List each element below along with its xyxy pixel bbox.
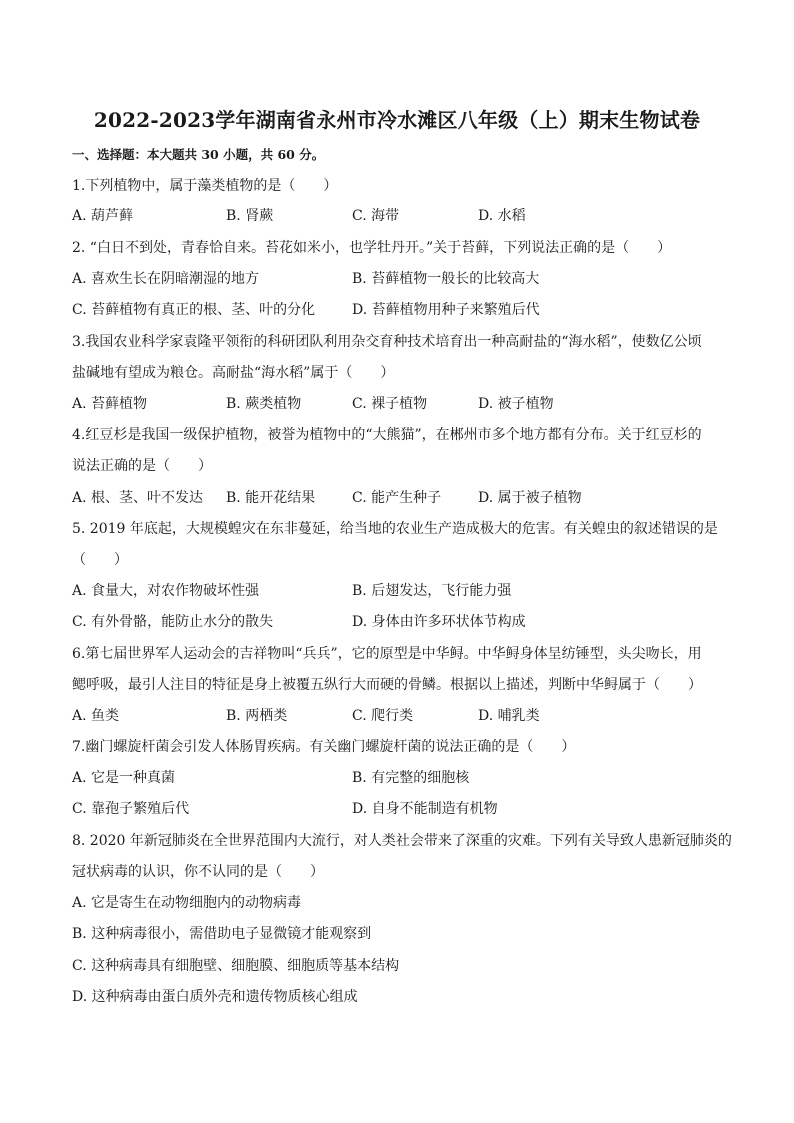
question-3-stem-line-2: 盐碱地有望成为粮仓。高耐盐“海水稻”属于（ ） xyxy=(72,365,395,381)
question-8-stem-line-2: 冠状病毒的认识，你不认同的是（ ） xyxy=(72,864,324,880)
question-4-option-b: B. 能开花结果 xyxy=(226,490,316,506)
question-4-option-d: D. 属于被子植物 xyxy=(478,490,582,506)
question-7-option-a: A. 它是一种真菌 xyxy=(72,770,176,786)
question-5-option-d: D. 身体由许多环状体节构成 xyxy=(352,614,526,630)
question-1-option-a: A. 葫芦藓 xyxy=(72,208,134,224)
question-8-option-b: B. 这种病毒很小，需借助电子显微镜才能观察到 xyxy=(72,926,372,942)
question-8-option-d: D. 这种病毒由蛋白质外壳和遗传物质核心组成 xyxy=(72,989,358,1005)
question-2-option-c: C. 苔藓植物有真正的根、茎、叶的分化 xyxy=(72,302,316,318)
question-1-option-c: C. 海带 xyxy=(352,208,400,224)
question-6-option-c: C. 爬行类 xyxy=(352,708,414,724)
question-5-option-c: C. 有外骨骼，能防止水分的散失 xyxy=(72,614,274,630)
question-5-option-b: B. 后翅发达，飞行能力强 xyxy=(352,583,512,599)
question-8-option-a: A. 它是寄生在动物细胞内的动物病毒 xyxy=(72,895,302,911)
section-heading: 一、选择题：本大题共 30 小题，共 60 分。 xyxy=(72,147,325,162)
question-3-option-d: D. 被子植物 xyxy=(478,396,554,412)
question-2-option-b: B. 苔藓植物一般长的比较高大 xyxy=(352,271,540,287)
question-4-stem-line-1: 4.红豆杉是我国一级保护植物，被誉为植物中的“大熊猫”，在郴州市多个地方都有分布。关于红豆杉的 xyxy=(72,427,702,443)
question-3-option-b: B. 蕨类植物 xyxy=(226,396,302,412)
question-2-stem: 2. “白日不到处，青春恰自来。苔花如米小，也学牡丹开。”关于苔藓，下列说法正确的是（ ） xyxy=(72,240,672,256)
question-6-stem-line-1: 6.第七届世界军人运动会的吉祥物叫“兵兵”，它的原型是中华鲟。中华鲟身体呈纺锤型，头尖吻长，用 xyxy=(72,646,702,662)
question-8-option-c: C. 这种病毒具有细胞壁、细胞膜、细胞质等基本结构 xyxy=(72,958,400,974)
question-8-stem-line-1: 8. 2020 年新冠肺炎在全世界范围内大流行，对人类社会带来了深重的灾难。下列有关导致人患新冠肺炎的 xyxy=(72,833,732,849)
question-7-stem: 7.幽门螺旋杆菌会引发人体肠胃疾病。有关幽门螺旋杆菌的说法正确的是（ ） xyxy=(72,739,576,755)
question-6-option-d: D. 哺乳类 xyxy=(478,708,540,724)
question-5-stem-line-1: 5. 2019 年底起，大规模蝗灾在东非蔓延，给当地的农业生产造成极大的危害。有关蝗虫的叙述错误的是 xyxy=(72,521,718,537)
question-2-option-a: A. 喜欢生长在阴暗潮湿的地方 xyxy=(72,271,260,287)
question-6-option-b: B. 两栖类 xyxy=(226,708,288,724)
question-2-option-d: D. 苔藓植物用种子来繁殖后代 xyxy=(352,302,540,318)
question-7-option-d: D. 自身不能制造有机物 xyxy=(352,801,498,817)
question-1-stem: 1.下列植物中，属于藻类植物的是（ ） xyxy=(72,178,338,194)
question-1-option-d: D. 水稻 xyxy=(478,208,526,224)
question-1-option-b: B. 肾蕨 xyxy=(226,208,274,224)
question-7-option-c: C. 靠孢子繁殖后代 xyxy=(72,801,190,817)
question-3-option-c: C. 裸子植物 xyxy=(352,396,428,412)
question-5-stem-line-2: （ ） xyxy=(72,552,128,568)
question-4-option-c: C. 能产生种子 xyxy=(352,490,442,506)
question-6-option-a: A. 鱼类 xyxy=(72,708,120,724)
question-4-stem-line-2: 说法正确的是（ ） xyxy=(72,458,212,474)
question-4-option-a: A. 根、茎、叶不发达 xyxy=(72,490,204,506)
exam-title: 2022-2023学年湖南省永州市冷水滩区八年级（上）期末生物试卷 xyxy=(93,108,701,132)
question-7-option-b: B. 有完整的细胞核 xyxy=(352,770,470,786)
question-3-stem-line-1: 3.我国农业科学家袁隆平领衔的科研团队利用杂交育种技术培育出一种高耐盐的“海水稻”，使数亿公顷 xyxy=(72,334,702,350)
question-6-stem-line-2: 鳃呼吸，最引人注目的特征是身上被覆五纵行大而硬的骨鳞。根据以上描述，判断中华鲟属于（ ） xyxy=(72,677,702,693)
question-5-option-a: A. 食量大，对农作物破坏性强 xyxy=(72,583,260,599)
question-3-option-a: A. 苔藓植物 xyxy=(72,396,148,412)
